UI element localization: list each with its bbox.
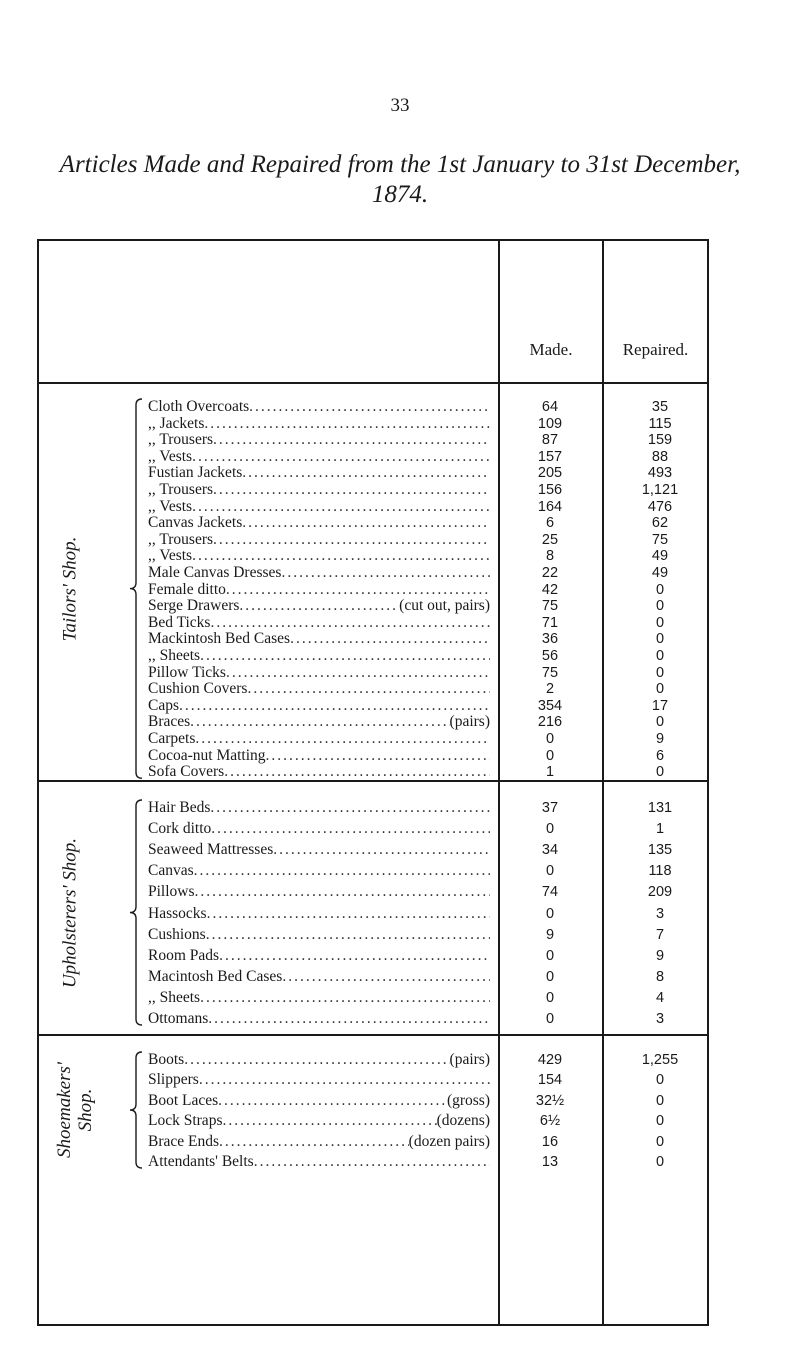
- row-label: Cushions: [148, 925, 206, 943]
- table-row: [0, 1133, 800, 1151]
- repaired-value: 209: [647, 884, 673, 901]
- repaired-value: 0: [655, 1113, 665, 1130]
- repaired-value: 6: [655, 747, 665, 764]
- repaired-value: 0: [655, 764, 665, 781]
- table-row: [0, 1071, 800, 1089]
- leader-dots: [281, 564, 490, 582]
- row-label: Braces: [148, 713, 191, 731]
- made-value: 429: [537, 1052, 563, 1068]
- leader-dots: [192, 498, 490, 516]
- row-unit: (dozen pairs): [408, 1132, 490, 1150]
- row-label: Attendants' Belts: [148, 1153, 254, 1170]
- made-value: 71: [541, 614, 559, 631]
- repaired-value: 0: [655, 714, 665, 731]
- row-label: Male Canvas Dresses: [148, 564, 282, 581]
- repaired-value: 1: [655, 821, 665, 838]
- row-label-cell: [148, 398, 490, 416]
- table-row: [0, 862, 800, 880]
- made-value: 32½: [535, 1092, 565, 1109]
- table-row: [0, 883, 800, 901]
- leader-dots: [210, 799, 490, 817]
- row-label: Cloth Overcoats: [148, 398, 250, 415]
- leader-dots: [249, 398, 490, 416]
- leader-dots: [226, 581, 490, 599]
- table-row: [0, 1153, 800, 1171]
- made-value: 74: [541, 884, 559, 901]
- table-bottom-rule: [37, 1324, 708, 1326]
- repaired-value: 17: [651, 697, 669, 714]
- repaired-value: 0: [655, 631, 665, 648]
- repaired-value: 35: [651, 399, 669, 415]
- made-value: 13: [541, 1154, 559, 1170]
- table-row: [0, 947, 800, 965]
- repaired-value: 8: [655, 968, 665, 985]
- table-row: [0, 680, 800, 698]
- leader-dots: [194, 862, 490, 880]
- leader-dots: [242, 514, 490, 532]
- leader-dots: [222, 1112, 436, 1130]
- row-label-cell: [148, 597, 490, 615]
- column-header-made: Made.: [529, 340, 573, 359]
- table-row: [0, 531, 800, 549]
- table-row: [0, 820, 800, 838]
- row-label: Canvas: [148, 862, 194, 880]
- leader-dots: [195, 730, 490, 748]
- made-value: 8: [545, 548, 555, 565]
- row-label: Lock Straps: [148, 1112, 223, 1130]
- row-label: Seaweed Mattresses: [148, 841, 274, 859]
- row-unit: (pairs): [449, 1051, 490, 1068]
- row-label: Fustian Jackets: [148, 464, 243, 482]
- made-value: 164: [537, 498, 563, 515]
- repaired-value: 0: [655, 1072, 665, 1089]
- row-label: Serge Drawers: [148, 597, 240, 615]
- row-label: ,, Sheets: [148, 647, 201, 664]
- row-label-cell: [148, 730, 490, 748]
- table-row: [0, 398, 800, 416]
- row-label: ,, Vests: [148, 547, 193, 565]
- made-value: 156: [537, 482, 563, 498]
- row-label-cell: [148, 989, 490, 1007]
- leader-dots: [242, 464, 490, 482]
- row-label-cell: [148, 1112, 490, 1130]
- made-value: 37: [541, 800, 559, 816]
- row-label: ,, Trousers: [148, 431, 214, 449]
- table-row: [0, 630, 800, 648]
- repaired-value: 0: [655, 1154, 665, 1170]
- row-label: Cork ditto: [148, 820, 212, 838]
- row-label: Pillows: [148, 883, 195, 901]
- made-value: 87: [541, 432, 559, 449]
- row-label-cell: [148, 968, 490, 986]
- row-unit: (dozens): [436, 1112, 490, 1130]
- made-value: 0: [545, 747, 555, 764]
- leader-dots: [226, 664, 490, 682]
- leader-dots: [213, 481, 490, 499]
- row-label: Pillow Ticks: [148, 663, 226, 681]
- row-label-cell: [148, 862, 490, 880]
- table-row: [0, 448, 800, 466]
- repaired-value: 135: [647, 842, 673, 859]
- repaired-value: 1,121: [641, 482, 679, 498]
- row-label-cell: [148, 581, 490, 599]
- made-value: 0: [545, 989, 555, 1006]
- table-row: [0, 481, 800, 499]
- leader-dots: [254, 1153, 490, 1171]
- leader-dots: [184, 1051, 449, 1069]
- made-value: 2: [545, 681, 555, 698]
- repaired-value: 0: [655, 648, 665, 664]
- leader-dots: [266, 747, 490, 765]
- leader-dots: [200, 989, 490, 1007]
- row-label-cell: [148, 531, 490, 549]
- repaired-value: 0: [655, 614, 665, 631]
- section-label: Tailors' Shop.: [59, 536, 81, 641]
- row-label: Canvas Jackets: [148, 514, 243, 532]
- made-value: 216: [537, 714, 563, 731]
- made-value: 0: [545, 1011, 555, 1027]
- made-value: 75: [541, 664, 559, 681]
- table-row: [0, 989, 800, 1007]
- row-label-cell: [148, 799, 490, 817]
- repaired-value: 0: [655, 1133, 665, 1150]
- table-row: [0, 713, 800, 731]
- table-row: [0, 464, 800, 482]
- table-row: [0, 747, 800, 765]
- leader-dots: [290, 630, 490, 648]
- made-value: 0: [545, 731, 555, 747]
- table-row: [0, 905, 800, 923]
- row-label: ,, Vests: [148, 447, 193, 465]
- table-row: [0, 697, 800, 715]
- row-label-cell: [148, 1051, 490, 1069]
- section-rule-2: [37, 1034, 708, 1036]
- leader-dots: [192, 547, 490, 565]
- made-value: 16: [541, 1133, 559, 1150]
- table-row: [0, 730, 800, 748]
- repaired-value: 159: [647, 432, 673, 449]
- leader-dots: [199, 1071, 490, 1089]
- row-label: Caps: [148, 696, 179, 714]
- table-row: [0, 514, 800, 532]
- row-label-cell: [148, 464, 490, 482]
- row-label-cell: [148, 905, 490, 923]
- repaired-value: 493: [647, 465, 673, 482]
- leader-dots: [247, 680, 490, 698]
- leader-dots: [219, 1133, 409, 1151]
- made-value: 0: [545, 905, 555, 922]
- row-label: Boots: [148, 1051, 185, 1068]
- table-row: [0, 1112, 800, 1130]
- made-value: 75: [541, 598, 559, 615]
- row-label-cell: [148, 1133, 490, 1151]
- leader-dots: [213, 531, 490, 549]
- made-value: 0: [545, 968, 555, 985]
- leader-dots: [239, 597, 399, 615]
- made-value: 157: [537, 448, 563, 465]
- table-row: [0, 763, 800, 781]
- made-value: 205: [537, 465, 563, 482]
- row-label-cell: [148, 763, 490, 781]
- row-label-cell: [148, 926, 490, 944]
- made-value: 6½: [539, 1113, 561, 1130]
- made-value: 0: [545, 821, 555, 838]
- repaired-value: 476: [647, 498, 673, 515]
- repaired-value: 4: [655, 989, 665, 1006]
- row-label: Carpets: [148, 730, 196, 747]
- leader-dots: [206, 926, 490, 944]
- row-label-cell: [148, 614, 490, 632]
- made-value: 34: [541, 842, 559, 859]
- row-label: Brace Ends: [148, 1132, 220, 1150]
- row-label: Mackintosh Bed Cases: [148, 630, 291, 648]
- table-row: [0, 926, 800, 944]
- row-label-cell: [148, 647, 490, 665]
- row-label: Ottomans: [148, 1010, 209, 1027]
- repaired-value: 88: [651, 448, 669, 465]
- row-label-cell: [148, 841, 490, 859]
- repaired-value: 49: [651, 548, 669, 565]
- row-label-cell: [148, 697, 490, 715]
- row-label-cell: [148, 514, 490, 532]
- leader-dots: [224, 763, 490, 781]
- row-label-cell: [148, 498, 490, 516]
- header-rule: [37, 382, 708, 384]
- row-label-cell: [148, 481, 490, 499]
- leader-dots: [273, 841, 490, 859]
- row-label-cell: [148, 1010, 490, 1028]
- row-label: Sofa Covers: [148, 763, 225, 781]
- row-label: Slippers: [148, 1071, 199, 1089]
- row-label-cell: [148, 947, 490, 965]
- repaired-value: 7: [655, 926, 665, 943]
- leader-dots: [282, 968, 490, 986]
- repaired-value: 3: [655, 905, 665, 922]
- row-label: ,, Sheets: [148, 988, 201, 1006]
- made-value: 1: [545, 764, 555, 781]
- leader-dots: [190, 713, 449, 731]
- table-row: [0, 415, 800, 433]
- repaired-value: 49: [651, 565, 669, 581]
- row-label-cell: [148, 547, 490, 565]
- row-label-cell: [148, 680, 490, 698]
- row-label: Hassocks: [148, 904, 207, 922]
- row-label-cell: [148, 1153, 490, 1171]
- table-row: [0, 799, 800, 817]
- row-label-cell: [148, 415, 490, 433]
- row-label-cell: [148, 713, 490, 731]
- leader-dots: [218, 1092, 447, 1110]
- row-unit: (pairs): [449, 713, 490, 731]
- row-unit: (cut out, pairs): [399, 597, 490, 615]
- table-row: [0, 841, 800, 859]
- row-unit: (gross): [446, 1091, 490, 1109]
- row-label-cell: [148, 448, 490, 466]
- repaired-value: 118: [648, 863, 672, 880]
- table-row: [0, 498, 800, 516]
- table-row: [0, 968, 800, 986]
- page-number: 33: [390, 95, 410, 116]
- leader-dots: [211, 820, 490, 838]
- repaired-value: 0: [655, 681, 665, 698]
- repaired-value: 3: [655, 1011, 665, 1027]
- repaired-value: 131: [647, 800, 673, 816]
- leader-dots: [213, 431, 490, 449]
- table-row: [0, 597, 800, 615]
- section-label-line: Shoemakers' Shop.: [54, 1062, 96, 1158]
- made-value: 56: [541, 648, 559, 664]
- row-label: ,, Jackets: [148, 414, 205, 432]
- row-label-cell: [148, 883, 490, 901]
- table-row: [0, 431, 800, 449]
- repaired-value: 9: [655, 731, 665, 747]
- leader-dots: [200, 647, 490, 665]
- repaired-value: 0: [655, 1092, 665, 1109]
- row-label: Boot Laces: [148, 1091, 219, 1109]
- row-label-cell: [148, 820, 490, 838]
- made-value: 109: [537, 415, 563, 432]
- row-label-cell: [148, 1092, 490, 1110]
- repaired-value: 9: [655, 947, 665, 964]
- row-label-cell: [148, 564, 490, 582]
- made-value: 0: [545, 863, 555, 880]
- repaired-value: 0: [655, 598, 665, 615]
- leader-dots: [208, 1010, 490, 1028]
- row-label-cell: [148, 747, 490, 765]
- table-top-rule: [37, 239, 708, 241]
- made-value: 22: [541, 565, 559, 581]
- made-value: 25: [541, 531, 559, 548]
- table-row: [0, 1051, 800, 1069]
- row-label: ,, Trousers: [148, 481, 214, 498]
- row-label: Room Pads: [148, 946, 220, 964]
- row-label: ,, Trousers: [148, 530, 214, 548]
- row-label: Bed Ticks: [148, 613, 211, 631]
- repaired-value: 0: [655, 581, 665, 598]
- made-value: 36: [541, 631, 559, 648]
- leader-dots: [219, 947, 490, 965]
- leader-dots: [192, 448, 490, 466]
- leader-dots: [210, 614, 490, 632]
- table-row: [0, 1010, 800, 1028]
- section-label: Upholsterers' Shop.: [59, 837, 81, 988]
- made-value: 354: [537, 697, 563, 714]
- made-value: 42: [541, 581, 559, 598]
- page-title: Articles Made and Repaired from the 1st January to 31st December, 1874.: [59, 151, 741, 208]
- repaired-value: 0: [655, 664, 665, 681]
- repaired-value: 1,255: [641, 1052, 679, 1068]
- repaired-value: 75: [651, 531, 669, 548]
- table-row: [0, 564, 800, 582]
- table-row: [0, 547, 800, 565]
- row-label: Cocoa-nut Matting: [148, 746, 266, 764]
- row-label-cell: [148, 431, 490, 449]
- made-value: 6: [545, 515, 555, 532]
- row-label: Cushion Covers: [148, 680, 248, 698]
- row-label-cell: [148, 630, 490, 648]
- made-value: 0: [545, 947, 555, 964]
- leader-dots: [179, 697, 490, 715]
- repaired-value: 115: [648, 415, 672, 432]
- table-row: [0, 664, 800, 682]
- table-row: [0, 647, 800, 665]
- row-label: Female ditto: [148, 580, 226, 598]
- repaired-value: 62: [651, 515, 669, 532]
- table-row: [0, 581, 800, 599]
- table-row: [0, 614, 800, 632]
- row-label: ,, Vests: [148, 497, 193, 515]
- row-label-cell: [148, 664, 490, 682]
- brace-path: [130, 1052, 142, 1168]
- column-header-repaired: Repaired.: [622, 340, 689, 359]
- made-value: 9: [545, 926, 555, 943]
- leader-dots: [204, 415, 490, 433]
- row-label: Hair Beds: [148, 799, 211, 816]
- made-value: 64: [541, 399, 559, 415]
- made-value: 154: [537, 1072, 563, 1089]
- row-label: Macintosh Bed Cases: [148, 967, 283, 985]
- leader-dots: [195, 883, 490, 901]
- row-label-cell: [148, 1071, 490, 1089]
- leader-dots: [207, 905, 490, 923]
- table-row: [0, 1092, 800, 1110]
